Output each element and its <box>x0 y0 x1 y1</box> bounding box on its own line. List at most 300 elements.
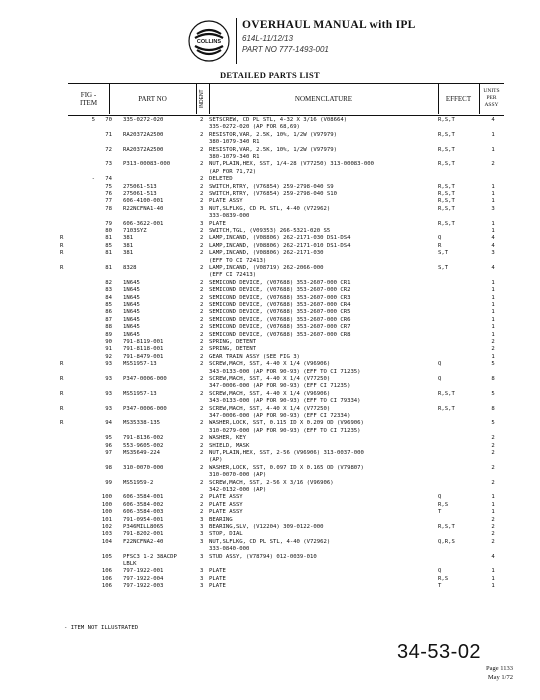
units-per-assy: 3 <box>491 250 495 257</box>
col-fig-item: FIG - ITEM <box>79 90 98 107</box>
effectivity: R,S,T <box>438 205 455 212</box>
nomenclature: SHIELD, MASK <box>209 442 250 449</box>
col-divider <box>196 83 197 114</box>
item-number: 71 <box>105 131 112 138</box>
effectivity: R,S,T <box>438 198 455 205</box>
table-row <box>0 539 540 546</box>
units-per-assy: 1 <box>491 131 495 138</box>
units-per-assy: 4 <box>491 117 495 123</box>
col-nomenclature: NOMENCLATURE <box>294 94 353 103</box>
part-number: MS35649-224 <box>123 450 161 456</box>
part-number: 1N645 <box>123 331 140 338</box>
table-row <box>0 184 540 191</box>
table-row <box>0 317 540 324</box>
table-row <box>0 147 540 154</box>
nomenclature: NUT,PLAIN,HEX, SST, 1/4-28 (V77250) 313-00083-000 <box>209 161 375 168</box>
indent-level: 3 <box>200 531 204 538</box>
part-number: 791-8479-001 <box>123 353 164 360</box>
indent-level: 3 <box>200 524 204 530</box>
table-row <box>0 243 540 250</box>
units-per-assy: 2 <box>491 435 495 442</box>
effectivity: R,S,T <box>438 390 455 397</box>
item-number: 103 <box>101 531 112 538</box>
indent-level: 2 <box>200 176 204 183</box>
manual-title: OVERHAUL MANUAL with IPL <box>242 19 416 31</box>
units-per-assy: 5 <box>491 390 495 397</box>
table-row <box>0 502 540 509</box>
indent-level: 2 <box>200 442 204 449</box>
row-mark: R <box>60 250 64 257</box>
row-mark: R <box>60 235 64 242</box>
nomenclature: WASHER, KEY <box>209 435 247 442</box>
part-number: 791-8136-002 <box>123 435 164 442</box>
indent-level: 2 <box>200 464 204 471</box>
table-row <box>0 228 540 235</box>
revision-date: May 1/72 <box>487 674 513 681</box>
part-number: 8328 <box>123 265 137 271</box>
units-per-assy: 1 <box>491 324 495 331</box>
part-number: RA20372A2500 <box>123 146 164 153</box>
logo-text: COLLINS <box>196 39 222 45</box>
table-row <box>0 383 540 390</box>
units-per-assy: 2 <box>491 516 495 523</box>
indent-level: 2 <box>200 509 204 516</box>
part-number: 1N645 <box>123 302 140 308</box>
item-number: 81 <box>105 250 112 257</box>
table-row <box>0 435 540 442</box>
part-number: 606-3584-003 <box>123 509 164 516</box>
effectivity: R,S,T <box>438 220 455 227</box>
effectivity: T <box>438 583 442 590</box>
indent-level: 2 <box>200 198 204 205</box>
units-per-assy: 2 <box>491 339 495 345</box>
nomenclature: SWITCH,RTRY, (V76854) 259-2798-040 S10 <box>209 191 337 197</box>
nomenclature: 333-0839-000 <box>209 213 250 220</box>
indent-level: 2 <box>200 250 204 257</box>
table-row <box>0 169 540 176</box>
table-row <box>0 346 540 353</box>
units-per-assy: 1 <box>491 309 495 316</box>
table-row <box>0 280 540 287</box>
table-row <box>0 524 540 531</box>
table-row <box>0 391 540 398</box>
nomenclature: SCREW,MACH, SST, 4-40 X 1/4 (V96906) <box>209 361 331 368</box>
item-number: 80 <box>105 228 112 234</box>
effectivity: Q,R,S <box>438 538 455 545</box>
units-per-assy: 3 <box>491 205 495 212</box>
item-number: 76 <box>105 191 112 197</box>
table-row <box>0 124 540 131</box>
effectivity: R,S,T <box>438 117 455 123</box>
nomenclature: SCREW,MACH, SST, 4-40 X 1/4 (V77250) <box>209 376 331 382</box>
table-row <box>0 413 540 420</box>
page-number: Page 1133 <box>485 665 513 672</box>
table-row <box>0 561 540 568</box>
table-row <box>0 494 540 501</box>
units-per-assy: 1 <box>491 287 495 294</box>
effectivity: Q <box>438 376 442 382</box>
item-number: 90 <box>105 339 112 345</box>
table-row <box>0 154 540 161</box>
nomenclature: PLATE ASSY <box>209 198 243 205</box>
fig-number: - <box>91 176 95 183</box>
col-part-no: PART NO <box>138 94 167 103</box>
item-number: 96 <box>105 442 112 449</box>
part-number: P313-00083-000 <box>123 161 171 168</box>
nomenclature: SEMICOND DEVICE, (V07688) 353-2607-000 CR8 <box>209 331 351 338</box>
item-number: 82 <box>105 279 112 286</box>
item-number: 106 <box>101 568 112 575</box>
table-row <box>0 265 540 272</box>
part-number: P346MILL8065 <box>123 524 164 530</box>
effectivity: Q <box>438 494 442 501</box>
table-row <box>0 206 540 213</box>
table-row <box>0 480 540 487</box>
table-row <box>0 546 540 553</box>
part-number: 606-4100-001 <box>123 198 164 205</box>
table-row <box>0 339 540 346</box>
item-number: 86 <box>105 309 112 316</box>
nomenclature: SWITCH,RTRY, (V76854) 259-2798-040 S9 <box>209 183 334 190</box>
item-number: 88 <box>105 324 112 331</box>
indent-level: 2 <box>200 376 204 382</box>
part-number: 1N645 <box>123 279 140 286</box>
item-number: 89 <box>105 331 112 338</box>
units-per-assy: 1 <box>491 501 495 508</box>
table-row <box>0 420 540 427</box>
units-per-assy: 2 <box>491 538 495 545</box>
table-row <box>0 450 540 457</box>
table-row <box>0 161 540 168</box>
indent-level: 2 <box>200 235 204 242</box>
nomenclature: BEARING,SLV, (V12204) 309-0122-000 <box>209 524 324 530</box>
item-number: 81 <box>105 235 112 242</box>
nomenclature: SPRING, DETENT <box>209 339 257 345</box>
part-number: 381 <box>123 235 134 242</box>
nomenclature: RESISTOR,VAR, 2.5K, 10%, 1/2W (V97979) <box>209 131 337 138</box>
item-number: 93 <box>105 390 112 397</box>
part-number: RA20372A2500 <box>123 131 164 138</box>
indent-level: 3 <box>200 220 204 227</box>
indent-level: 2 <box>200 435 204 442</box>
item-number: 85 <box>105 242 112 249</box>
indent-level: 2 <box>200 242 204 249</box>
table-row <box>0 406 540 413</box>
indent-level: 2 <box>200 501 204 508</box>
indent-level: 2 <box>200 361 204 368</box>
table-row <box>0 457 540 464</box>
item-number: 99 <box>105 479 112 486</box>
item-number: 84 <box>105 294 112 301</box>
nomenclature: SEMICOND DEVICE, (V07688) 353-2607-000 CR7 <box>209 324 351 331</box>
table-row <box>0 472 540 479</box>
nomenclature: SWITCH,TGL, (V09353) 266-5321-020 S5 <box>209 228 331 234</box>
item-number: 81 <box>105 265 112 271</box>
nomenclature: PLATE <box>209 583 226 590</box>
units-per-assy: 1 <box>491 494 495 501</box>
nomenclature: 333-0840-000 <box>209 546 250 553</box>
nomenclature: SEMICOND DEVICE, (V07688) 353-2607-000 CR4 <box>209 302 351 308</box>
effectivity: T <box>438 509 442 516</box>
item-number: 93 <box>105 361 112 368</box>
units-per-assy: 5 <box>491 361 495 368</box>
indent-level: 2 <box>200 279 204 286</box>
indent-level: 2 <box>200 117 204 123</box>
part-number: 553-9605-002 <box>123 442 164 449</box>
units-per-assy: 4 <box>491 265 495 271</box>
item-number: 97 <box>105 450 112 456</box>
units-per-assy: 2 <box>491 524 495 530</box>
nomenclature: SEMICOND DEVICE, (V07688) 353-2607-000 CR6 <box>209 316 351 323</box>
item-number: 93 <box>105 376 112 382</box>
units-per-assy: 1 <box>491 191 495 197</box>
units-per-assy: 2 <box>491 442 495 449</box>
fig-number: 5 <box>91 117 95 123</box>
units-per-assy: 5 <box>491 420 495 427</box>
effectivity: R,S,T <box>438 131 455 138</box>
row-mark: R <box>60 390 64 397</box>
item-number: 101 <box>101 516 112 523</box>
table-row <box>0 309 540 316</box>
effectivity: R,S,T <box>438 183 455 190</box>
indent-level: 2 <box>200 316 204 323</box>
effectivity: Q <box>438 235 442 242</box>
units-per-assy: 1 <box>491 279 495 286</box>
units-per-assy: 2 <box>491 479 495 486</box>
indent-level: 2 <box>200 161 204 168</box>
indent-level: 3 <box>200 575 204 582</box>
nomenclature: PLATE ASSY <box>209 494 243 501</box>
part-number: MS35338-135 <box>123 420 161 427</box>
units-per-assy: 4 <box>491 235 495 242</box>
units-per-assy: 1 <box>491 198 495 205</box>
nomenclature: (AP) <box>209 457 223 464</box>
indent-level: 2 <box>200 331 204 338</box>
nomenclature: WASHER,LOCK, SST, 0.115 ID X 0.209 OD (V96906) <box>209 420 364 427</box>
nomenclature: PLATE <box>209 568 226 575</box>
nomenclature: STOP, DIAL <box>209 531 243 538</box>
nomenclature: PLATE <box>209 220 226 227</box>
table-row <box>0 376 540 383</box>
nomenclature: 347-0006-000 (AP FOR 90-93) (EFF CI 71235) <box>209 383 351 390</box>
nomenclature: 310-0279-000 (AP FOR 90-93) (EFF TO CI 71235) <box>209 427 361 434</box>
item-number: 100 <box>101 501 112 508</box>
indent-level: 3 <box>200 516 204 523</box>
units-per-assy: 1 <box>491 583 495 590</box>
indent-level: 2 <box>200 302 204 308</box>
nomenclature: 380-1079-340 R1 <box>209 139 260 146</box>
indent-level: 2 <box>200 346 204 353</box>
part-number: 797-1922-003 <box>123 583 164 590</box>
indent-level: 2 <box>200 405 204 412</box>
effectivity: R,S,T <box>438 524 455 530</box>
part-number: 1N645 <box>123 324 140 331</box>
item-number: 98 <box>105 464 112 471</box>
table-row <box>0 428 540 435</box>
indent-level: 3 <box>200 583 204 590</box>
table-row <box>0 369 540 376</box>
units-per-assy: 4 <box>491 242 495 249</box>
item-number: 74 <box>105 176 112 183</box>
table-row <box>0 398 540 405</box>
nomenclature: NUT,SLFLKG, CD PL STL, 4-40 (V72962) <box>209 205 331 212</box>
table-row <box>0 583 540 590</box>
part-number: MS51957-13 <box>123 390 157 397</box>
item-number: 95 <box>105 435 112 442</box>
units-per-assy: 1 <box>491 220 495 227</box>
table-row <box>0 117 540 124</box>
part-number: LBLK <box>123 561 137 567</box>
effectivity: R,S,T <box>438 146 455 153</box>
effectivity: Q <box>438 361 442 368</box>
units-per-assy: 1 <box>491 353 495 360</box>
nomenclature: PLATE ASSY <box>209 501 243 508</box>
nomenclature: SEMICOND DEVICE, (V07688) 353-2607-000 CR3 <box>209 294 351 301</box>
header-text <box>242 19 416 55</box>
table-row <box>0 250 540 257</box>
indent-level: 3 <box>200 568 204 575</box>
part-number: PFSC3 1-2 38ACDP <box>123 553 177 560</box>
row-mark: R <box>60 405 64 412</box>
item-number: 94 <box>105 420 112 427</box>
units-per-assy: 1 <box>491 146 495 153</box>
indent-level: 2 <box>200 183 204 190</box>
table-row <box>0 354 540 361</box>
row-mark: R <box>60 361 64 368</box>
item-number: 78 <box>105 205 112 212</box>
table-row <box>0 324 540 331</box>
table-row <box>0 258 540 265</box>
indent-level: 2 <box>200 294 204 301</box>
table-row <box>0 568 540 575</box>
item-number: 85 <box>105 302 112 308</box>
part-number: PART NO 777-1493-001 <box>242 45 329 54</box>
units-per-assy: 1 <box>491 316 495 323</box>
indent-level: 2 <box>200 494 204 501</box>
nomenclature: (AP FOR 71,72) <box>209 168 257 175</box>
units-per-assy: 8 <box>491 376 495 382</box>
table-row <box>0 132 540 139</box>
table-row <box>0 221 540 228</box>
units-per-assy: 1 <box>491 575 495 582</box>
indent-level: 2 <box>200 479 204 486</box>
nomenclature: SETSCREW, CD PL STL, 4-32 X 3/16 (V08664) <box>209 117 348 123</box>
part-number: 791-8119-001 <box>123 339 164 345</box>
table-row <box>0 361 540 368</box>
nomenclature: PLATE <box>209 575 226 582</box>
effectivity: Q <box>438 568 442 575</box>
nomenclature: SCREW,MACH, SST, 2-56 X 3/16 (V96906) <box>209 479 334 486</box>
nomenclature: GEAR TRAIN ASSY (SEE FIG 3) <box>209 353 300 360</box>
table-row <box>0 198 540 205</box>
indent-level: 2 <box>200 420 204 427</box>
part-number: 791-8118-001 <box>123 346 164 353</box>
indent-level: 3 <box>200 553 204 560</box>
table-row <box>0 295 540 302</box>
table-row <box>0 531 540 538</box>
indent-level: 2 <box>200 450 204 456</box>
effectivity: R,S,T <box>438 405 455 412</box>
nomenclature: PLATE ASSY <box>209 509 243 516</box>
nomenclature: SEMICOND DEVICE, (V07688) 353-2607-000 CR2 <box>209 287 351 294</box>
item-number: 77 <box>105 198 112 205</box>
part-number: 1N645 <box>123 316 140 323</box>
nomenclature: 343-0133-000 (AP FOR 90-93) (EFF TO CI 71235) <box>209 368 361 375</box>
row-mark: R <box>60 265 64 271</box>
units-per-assy: 2 <box>491 161 495 168</box>
nomenclature: LAMP,INCAND, (V08806) 262-2171-010 DS1-DS4 <box>209 242 351 249</box>
nomenclature: 335-0272-020 (AP FOR 68,69) <box>209 124 300 131</box>
effectivity: R,S <box>438 575 449 582</box>
part-number: P347-0006-000 <box>123 405 167 412</box>
table-row <box>0 509 540 516</box>
units-per-assy: 2 <box>491 450 495 456</box>
table-row <box>0 332 540 339</box>
nomenclature: WASHER,LOCK, SST, 0.097 ID X 0.165 OD (V79807) <box>209 464 364 471</box>
nomenclature: SPRING, DETENT <box>209 346 257 353</box>
part-number: 606-3584-002 <box>123 501 164 508</box>
nomenclature: LAMP,INCAND, (V08719) 262-2066-000 <box>209 265 324 271</box>
part-number: 275061-513 <box>123 183 157 190</box>
part-number: 310-0070-000 <box>123 464 164 471</box>
indent-level: 3 <box>200 205 204 212</box>
units-per-assy: 2 <box>491 346 495 353</box>
indent-level: 2 <box>200 131 204 138</box>
item-number: 73 <box>105 161 112 168</box>
part-number: P347-0006-000 <box>123 376 167 382</box>
col-indent: INDENT <box>199 89 205 109</box>
effectivity: S,T <box>438 265 449 271</box>
row-mark: R <box>60 420 64 427</box>
table-row <box>0 213 540 220</box>
nomenclature: 310-0070-000 (AP) <box>209 472 267 479</box>
table-row <box>0 465 540 472</box>
item-number: 75 <box>105 183 112 190</box>
indent-level: 2 <box>200 191 204 197</box>
table-row <box>0 176 540 183</box>
nomenclature: LAMP,INCAND, (V08806) 262-2171-030 <box>209 250 324 257</box>
nomenclature: NUT,SLFLKG, CD PL STL, 4-40 (V72962) <box>209 538 331 545</box>
col-units: UNITS PER ASSY <box>483 88 500 108</box>
units-per-assy: 1 <box>491 302 495 308</box>
effectivity: R,S <box>438 501 449 508</box>
indent-level: 2 <box>200 287 204 294</box>
item-number: 79 <box>105 220 112 227</box>
item-number: 100 <box>101 509 112 516</box>
part-number: 1N645 <box>123 309 140 316</box>
nomenclature: STUD ASSY, (V78794) 012-0039-010 <box>209 553 317 560</box>
nomenclature: RESISTOR,VAR, 2.5K, 10%, 1/2W (V97979) <box>209 146 337 153</box>
part-number: MS51957-13 <box>123 361 157 368</box>
table-row <box>0 139 540 146</box>
part-number: MS51959-2 <box>123 479 154 486</box>
table-row <box>0 517 540 524</box>
document-number: 34-53-02 <box>397 641 482 663</box>
units-per-assy: 4 <box>491 553 495 560</box>
units-per-assy: 8 <box>491 405 495 412</box>
item-number: 72 <box>105 146 112 153</box>
item-number: 91 <box>105 346 112 353</box>
units-per-assy: 2 <box>491 531 495 538</box>
units-per-assy: 2 <box>491 464 495 471</box>
item-number: 104 <box>101 538 112 545</box>
col-effect: EFFECT <box>445 94 472 103</box>
item-number: 70 <box>105 117 112 123</box>
table-row <box>0 287 540 294</box>
indent-level: 2 <box>200 146 204 153</box>
units-per-assy: 1 <box>491 228 495 234</box>
table-row <box>0 302 540 309</box>
